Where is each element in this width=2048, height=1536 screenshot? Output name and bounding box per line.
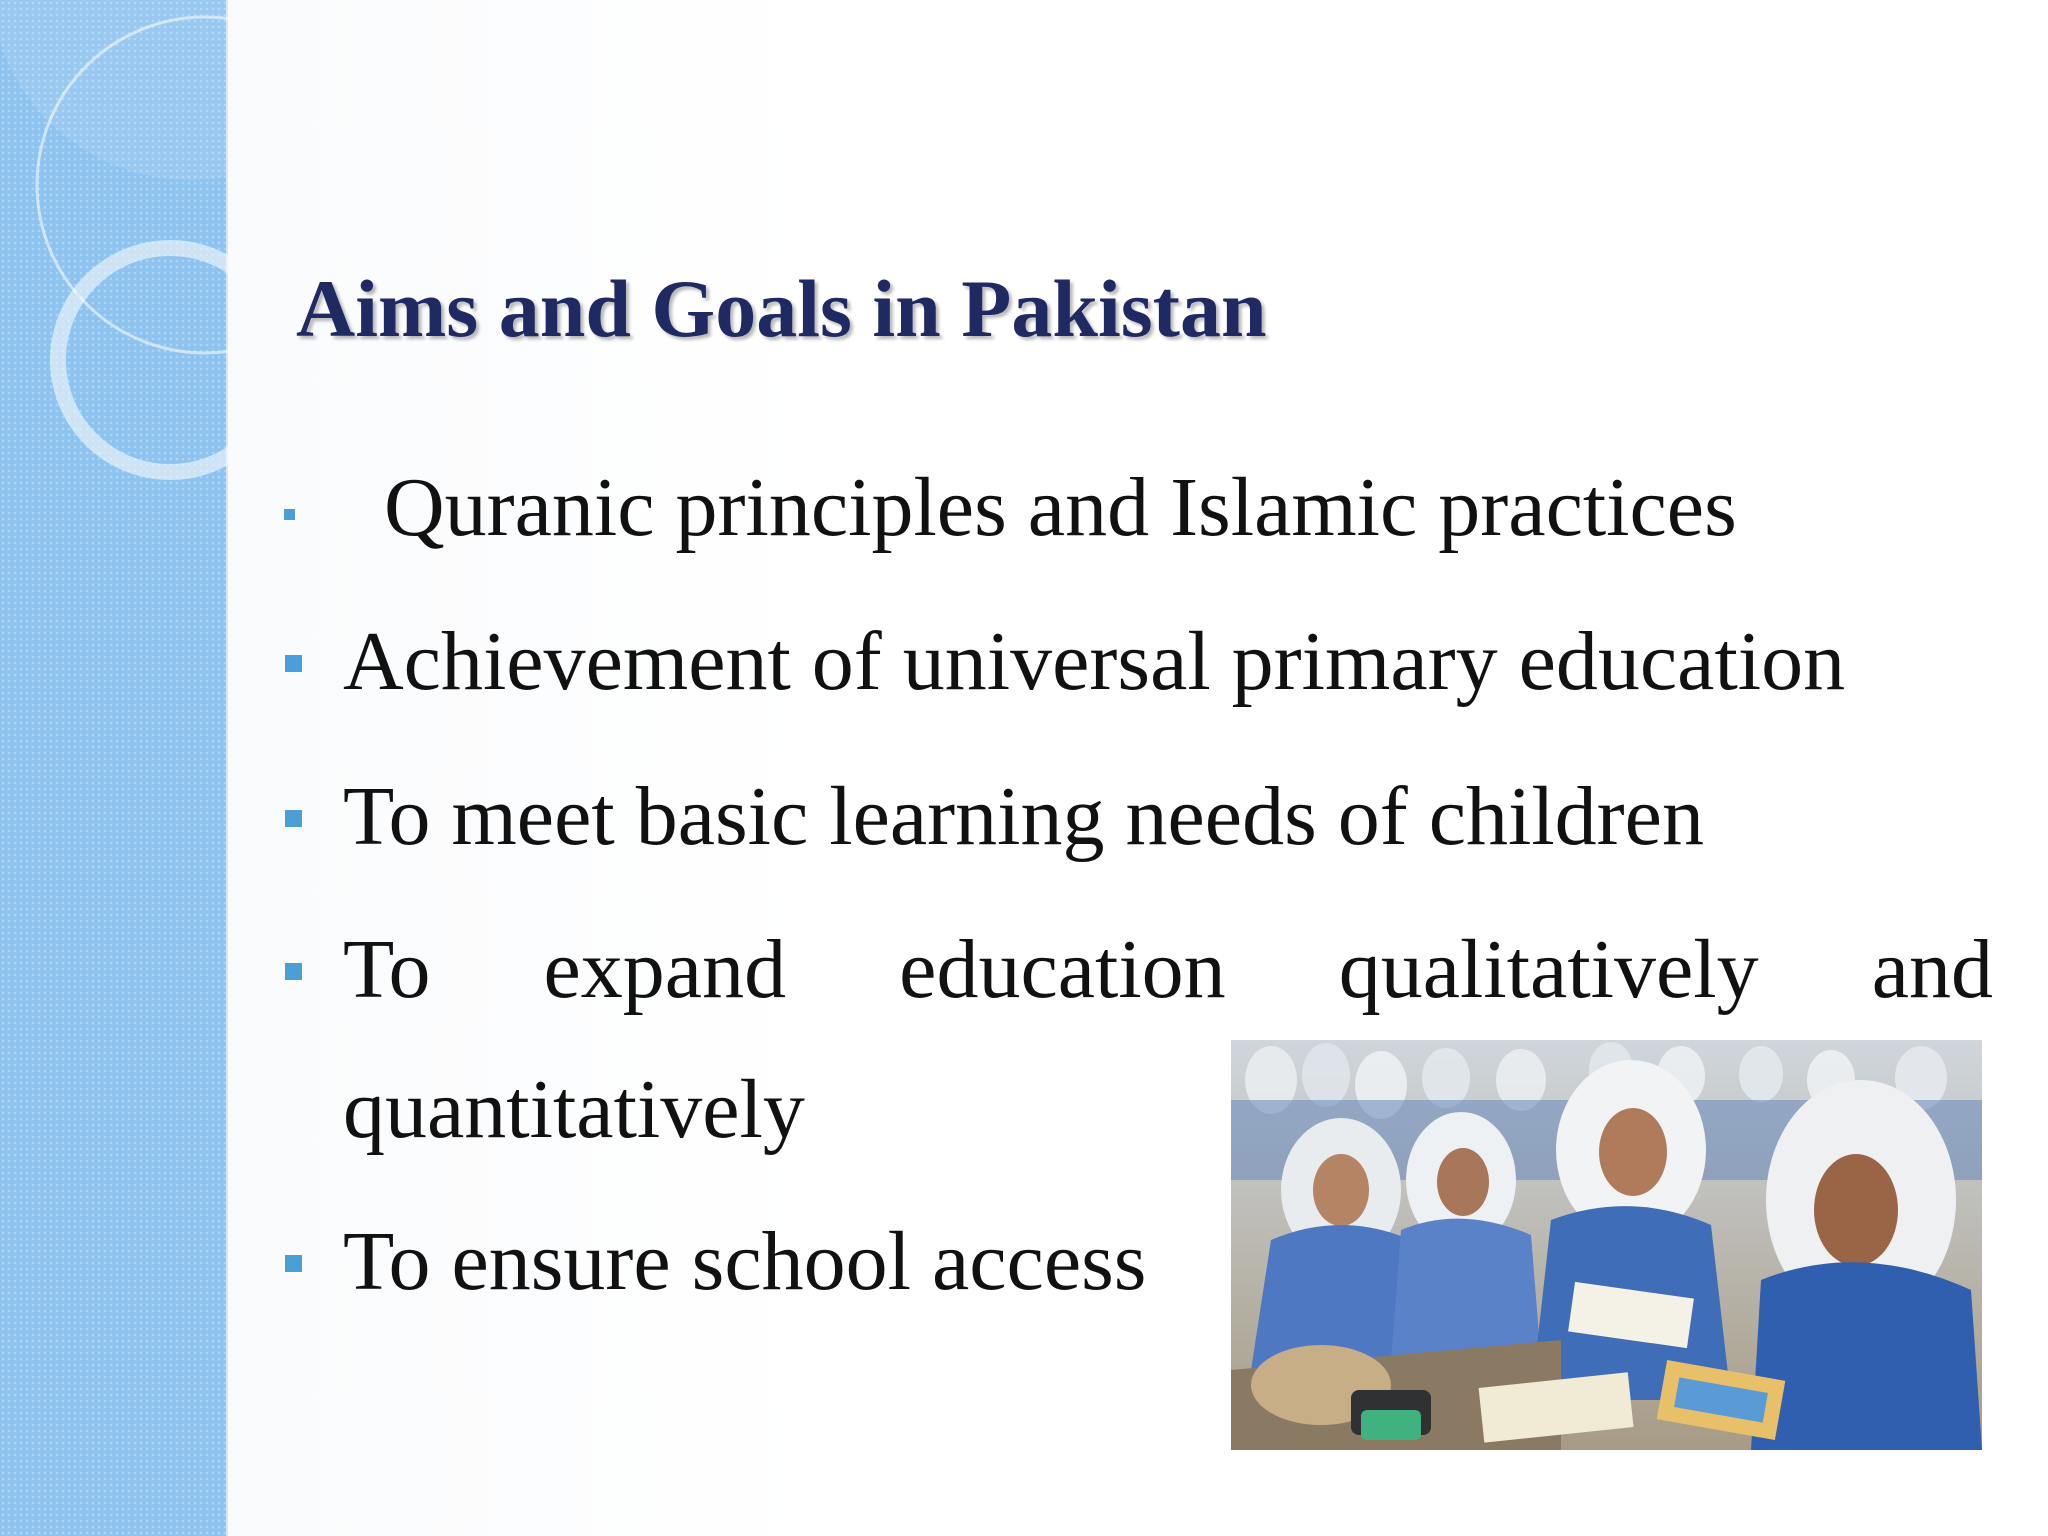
slide-title: Aims and Goals in Pakistan <box>296 263 1267 354</box>
bullet-text: quantitatively <box>343 1063 805 1156</box>
classroom-photo-illustration <box>1231 1040 1982 1450</box>
bullet-word: and <box>1871 923 1993 1016</box>
square-bullet-icon <box>285 1255 302 1272</box>
bullet-text: Quranic principles and Islamic practices <box>384 461 1737 554</box>
bullet-text: To ensure school access <box>343 1215 1147 1308</box>
square-bullet-icon <box>284 509 295 520</box>
square-bullet-icon <box>285 655 302 672</box>
bullet-text-justified-line <box>343 923 1993 1016</box>
square-bullet-icon <box>285 963 302 980</box>
classroom-photo <box>1231 1040 1982 1450</box>
bullet-word: education <box>899 923 1226 1016</box>
bullet-text: To meet basic learning needs of children <box>343 770 1704 863</box>
decorative-circles <box>0 0 228 520</box>
decorative-side-band <box>0 0 228 1536</box>
square-bullet-icon <box>285 810 302 827</box>
bullet-word: expand <box>543 923 787 1016</box>
bullet-word: qualitatively <box>1338 923 1759 1016</box>
bullet-word: To <box>343 923 431 1016</box>
bullet-text: Achievement of universal primary education <box>343 615 1846 708</box>
